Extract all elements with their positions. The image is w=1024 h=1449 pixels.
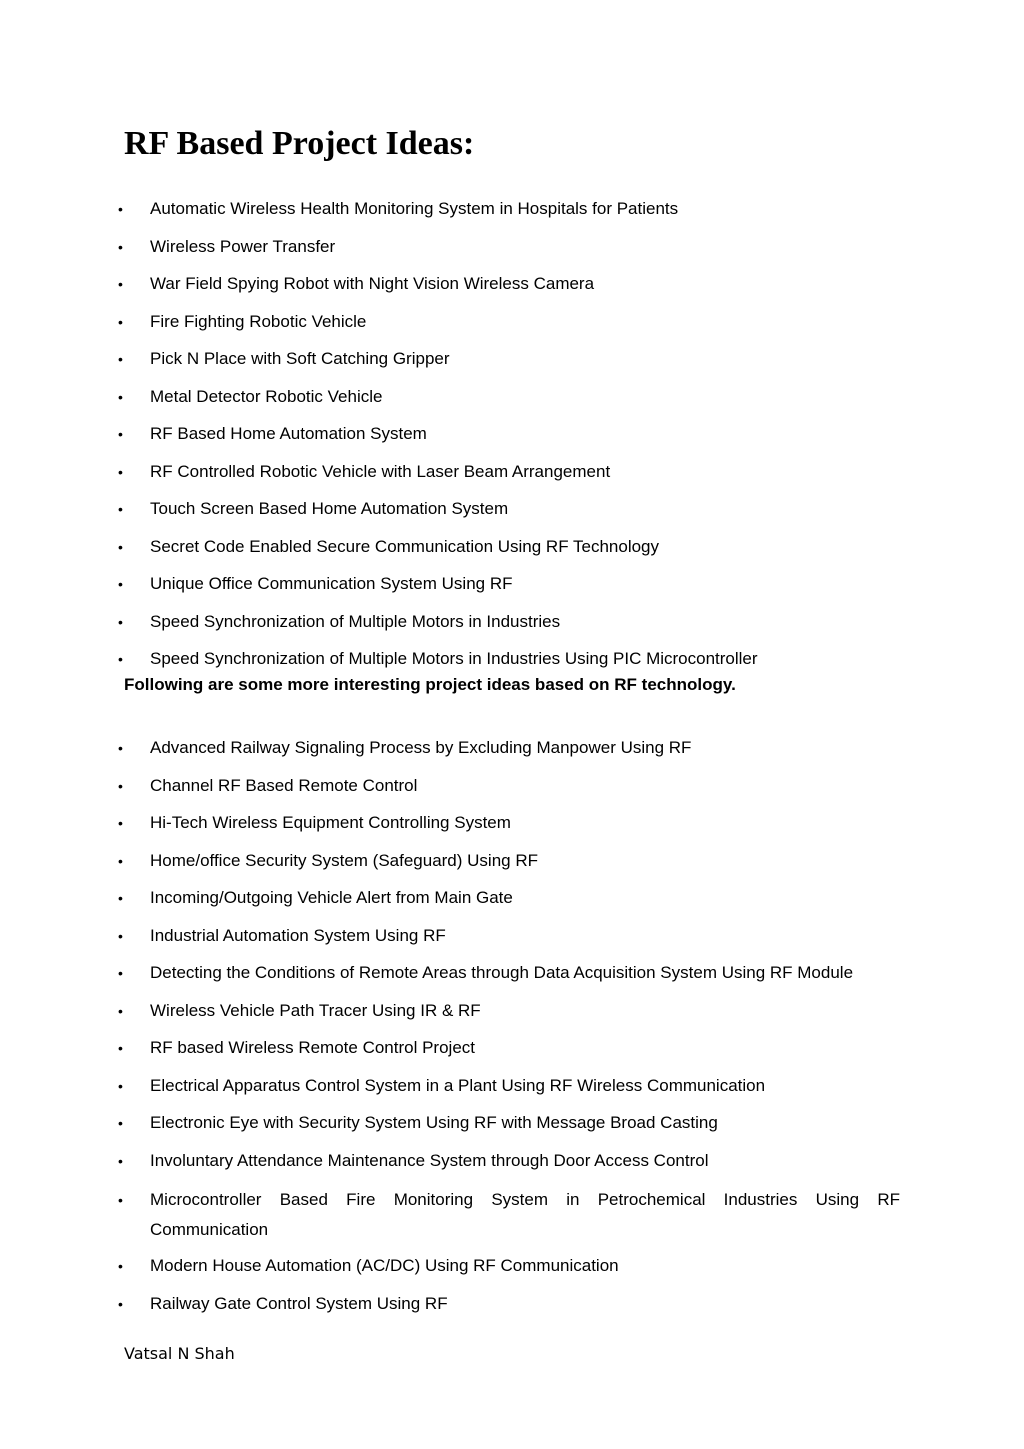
project-list-secondary bbox=[0, 735, 900, 1328]
bullet-icon: • bbox=[118, 1002, 123, 1019]
bullet-icon: • bbox=[118, 651, 123, 667]
list-item-text: Automatic Wireless Health Monitoring System in Hospitals for Patients bbox=[150, 199, 679, 218]
bullet-icon: • bbox=[118, 501, 123, 517]
list-item-text: Pick N Place with Soft Catching Gripper bbox=[150, 349, 450, 368]
bullet-icon: • bbox=[118, 201, 123, 217]
list-item bbox=[0, 459, 900, 485]
bullet-icon: • bbox=[118, 1115, 123, 1131]
list-item-text: Home/office Security System (Safeguard) Using RF bbox=[150, 850, 538, 870]
bullet-icon: • bbox=[118, 852, 123, 869]
list-item-text: Electrical Apparatus Control System in a Plant Using RF Wireless Communication bbox=[150, 1075, 766, 1095]
list-item bbox=[0, 773, 900, 799]
list-item-text: Secret Code Enabled Secure Communication Using RF Technology bbox=[150, 536, 660, 556]
list-item bbox=[0, 571, 900, 597]
list-item bbox=[0, 496, 900, 522]
list-item-text: Advanced Railway Signaling Process by Excluding Manpower Using RF bbox=[150, 738, 692, 757]
list-item-text: Hi-Tech Wireless Equipment Controlling System bbox=[150, 813, 511, 832]
bullet-icon: • bbox=[118, 965, 123, 981]
list-item-text: Industrial Automation System Using RF bbox=[150, 925, 446, 945]
bullet-icon: • bbox=[118, 351, 123, 367]
list-item bbox=[0, 998, 900, 1024]
list-item bbox=[0, 1148, 900, 1174]
bullet-icon: • bbox=[118, 238, 123, 255]
list-item bbox=[0, 609, 900, 635]
bullet-icon: • bbox=[118, 276, 123, 292]
list-item bbox=[0, 271, 900, 297]
bullet-icon: • bbox=[118, 426, 123, 442]
list-item-text: Wireless Vehicle Path Tracer Using IR & RF bbox=[150, 1000, 481, 1020]
bullet-icon: • bbox=[118, 538, 123, 555]
list-item bbox=[0, 923, 900, 949]
list-item-text: Electronic Eye with Security System Using RF with Message Broad Casting bbox=[150, 1113, 718, 1132]
list-item-text: Incoming/Outgoing Vehicle Alert from Main Gate bbox=[150, 888, 513, 907]
bullet-icon: • bbox=[118, 740, 123, 756]
list-item-text: War Field Spying Robot with Night Vision Wireless Camera bbox=[150, 274, 595, 293]
bullet-icon: • bbox=[118, 890, 123, 906]
list-item bbox=[0, 421, 900, 447]
list-item-text: Microcontroller Based Fire Monitoring System in Petrochemical Industries Using RF Communication bbox=[150, 1190, 900, 1239]
list-item-text: Involuntary Attendance Maintenance System through Door Access Control bbox=[150, 1150, 709, 1170]
bullet-icon: • bbox=[118, 815, 123, 831]
list-item bbox=[0, 534, 900, 560]
list-item-text: Railway Gate Control System Using RF bbox=[150, 1293, 448, 1313]
list-item-text: Speed Synchronization of Multiple Motors in Industries Using PIC Microcontroller bbox=[150, 649, 758, 668]
list-item bbox=[0, 196, 900, 222]
bullet-icon: • bbox=[118, 1040, 123, 1056]
bullet-icon: • bbox=[118, 1192, 123, 1208]
list-item-text: Modern House Automation (AC/DC) Using RF Communication bbox=[150, 1256, 619, 1275]
page-title: RF Based Project Ideas: bbox=[124, 125, 475, 162]
list-item-text: Fire Fighting Robotic Vehicle bbox=[150, 311, 367, 331]
list-item bbox=[0, 885, 900, 911]
list-item bbox=[0, 1110, 900, 1136]
list-item-text: Speed Synchronization of Multiple Motors in Industries bbox=[150, 611, 561, 631]
bullet-icon: • bbox=[118, 388, 123, 405]
list-item bbox=[0, 646, 900, 672]
bullet-icon: • bbox=[118, 927, 123, 944]
bullet-icon: • bbox=[118, 613, 123, 630]
list-item bbox=[0, 1073, 900, 1099]
list-item bbox=[0, 234, 900, 260]
list-item bbox=[0, 960, 900, 986]
list-item bbox=[0, 384, 900, 410]
bullet-icon: • bbox=[118, 777, 123, 794]
bullet-icon: • bbox=[118, 1152, 123, 1169]
bullet-icon: • bbox=[118, 313, 123, 330]
list-item bbox=[0, 1291, 900, 1317]
list-item bbox=[0, 848, 900, 874]
list-item-text: Unique Office Communication System Using RF bbox=[150, 574, 513, 593]
bullet-icon: • bbox=[118, 576, 123, 592]
list-item-text: RF Based Home Automation System bbox=[150, 424, 427, 443]
list-item bbox=[0, 309, 900, 335]
list-item bbox=[0, 810, 900, 836]
list-item-text: Detecting the Conditions of Remote Areas through Data Acquisition System Using RF Module bbox=[150, 963, 854, 982]
list-item bbox=[0, 735, 900, 761]
bullet-icon: • bbox=[118, 1258, 123, 1274]
bullet-icon: • bbox=[118, 1077, 123, 1094]
bullet-icon: • bbox=[118, 1295, 123, 1312]
list-item bbox=[0, 346, 900, 372]
list-item-text: Touch Screen Based Home Automation System bbox=[150, 499, 509, 518]
list-item bbox=[0, 1253, 900, 1279]
list-item-text: Metal Detector Robotic Vehicle bbox=[150, 386, 383, 406]
list-item-text: RF based Wireless Remote Control Project bbox=[150, 1038, 476, 1057]
project-list-primary bbox=[0, 196, 900, 684]
list-item-text: Wireless Power Transfer bbox=[150, 236, 336, 256]
section-intro: Following are some more interesting project ideas based on RF technology. bbox=[124, 675, 736, 694]
bullet-icon: • bbox=[118, 463, 123, 480]
list-item bbox=[0, 1035, 900, 1061]
footer-author: Vatsal N Shah bbox=[124, 1344, 235, 1363]
list-item bbox=[0, 1185, 900, 1245]
list-item-text: Channel RF Based Remote Control bbox=[150, 775, 418, 795]
list-item-text: RF Controlled Robotic Vehicle with Laser Beam Arrangement bbox=[150, 461, 611, 481]
